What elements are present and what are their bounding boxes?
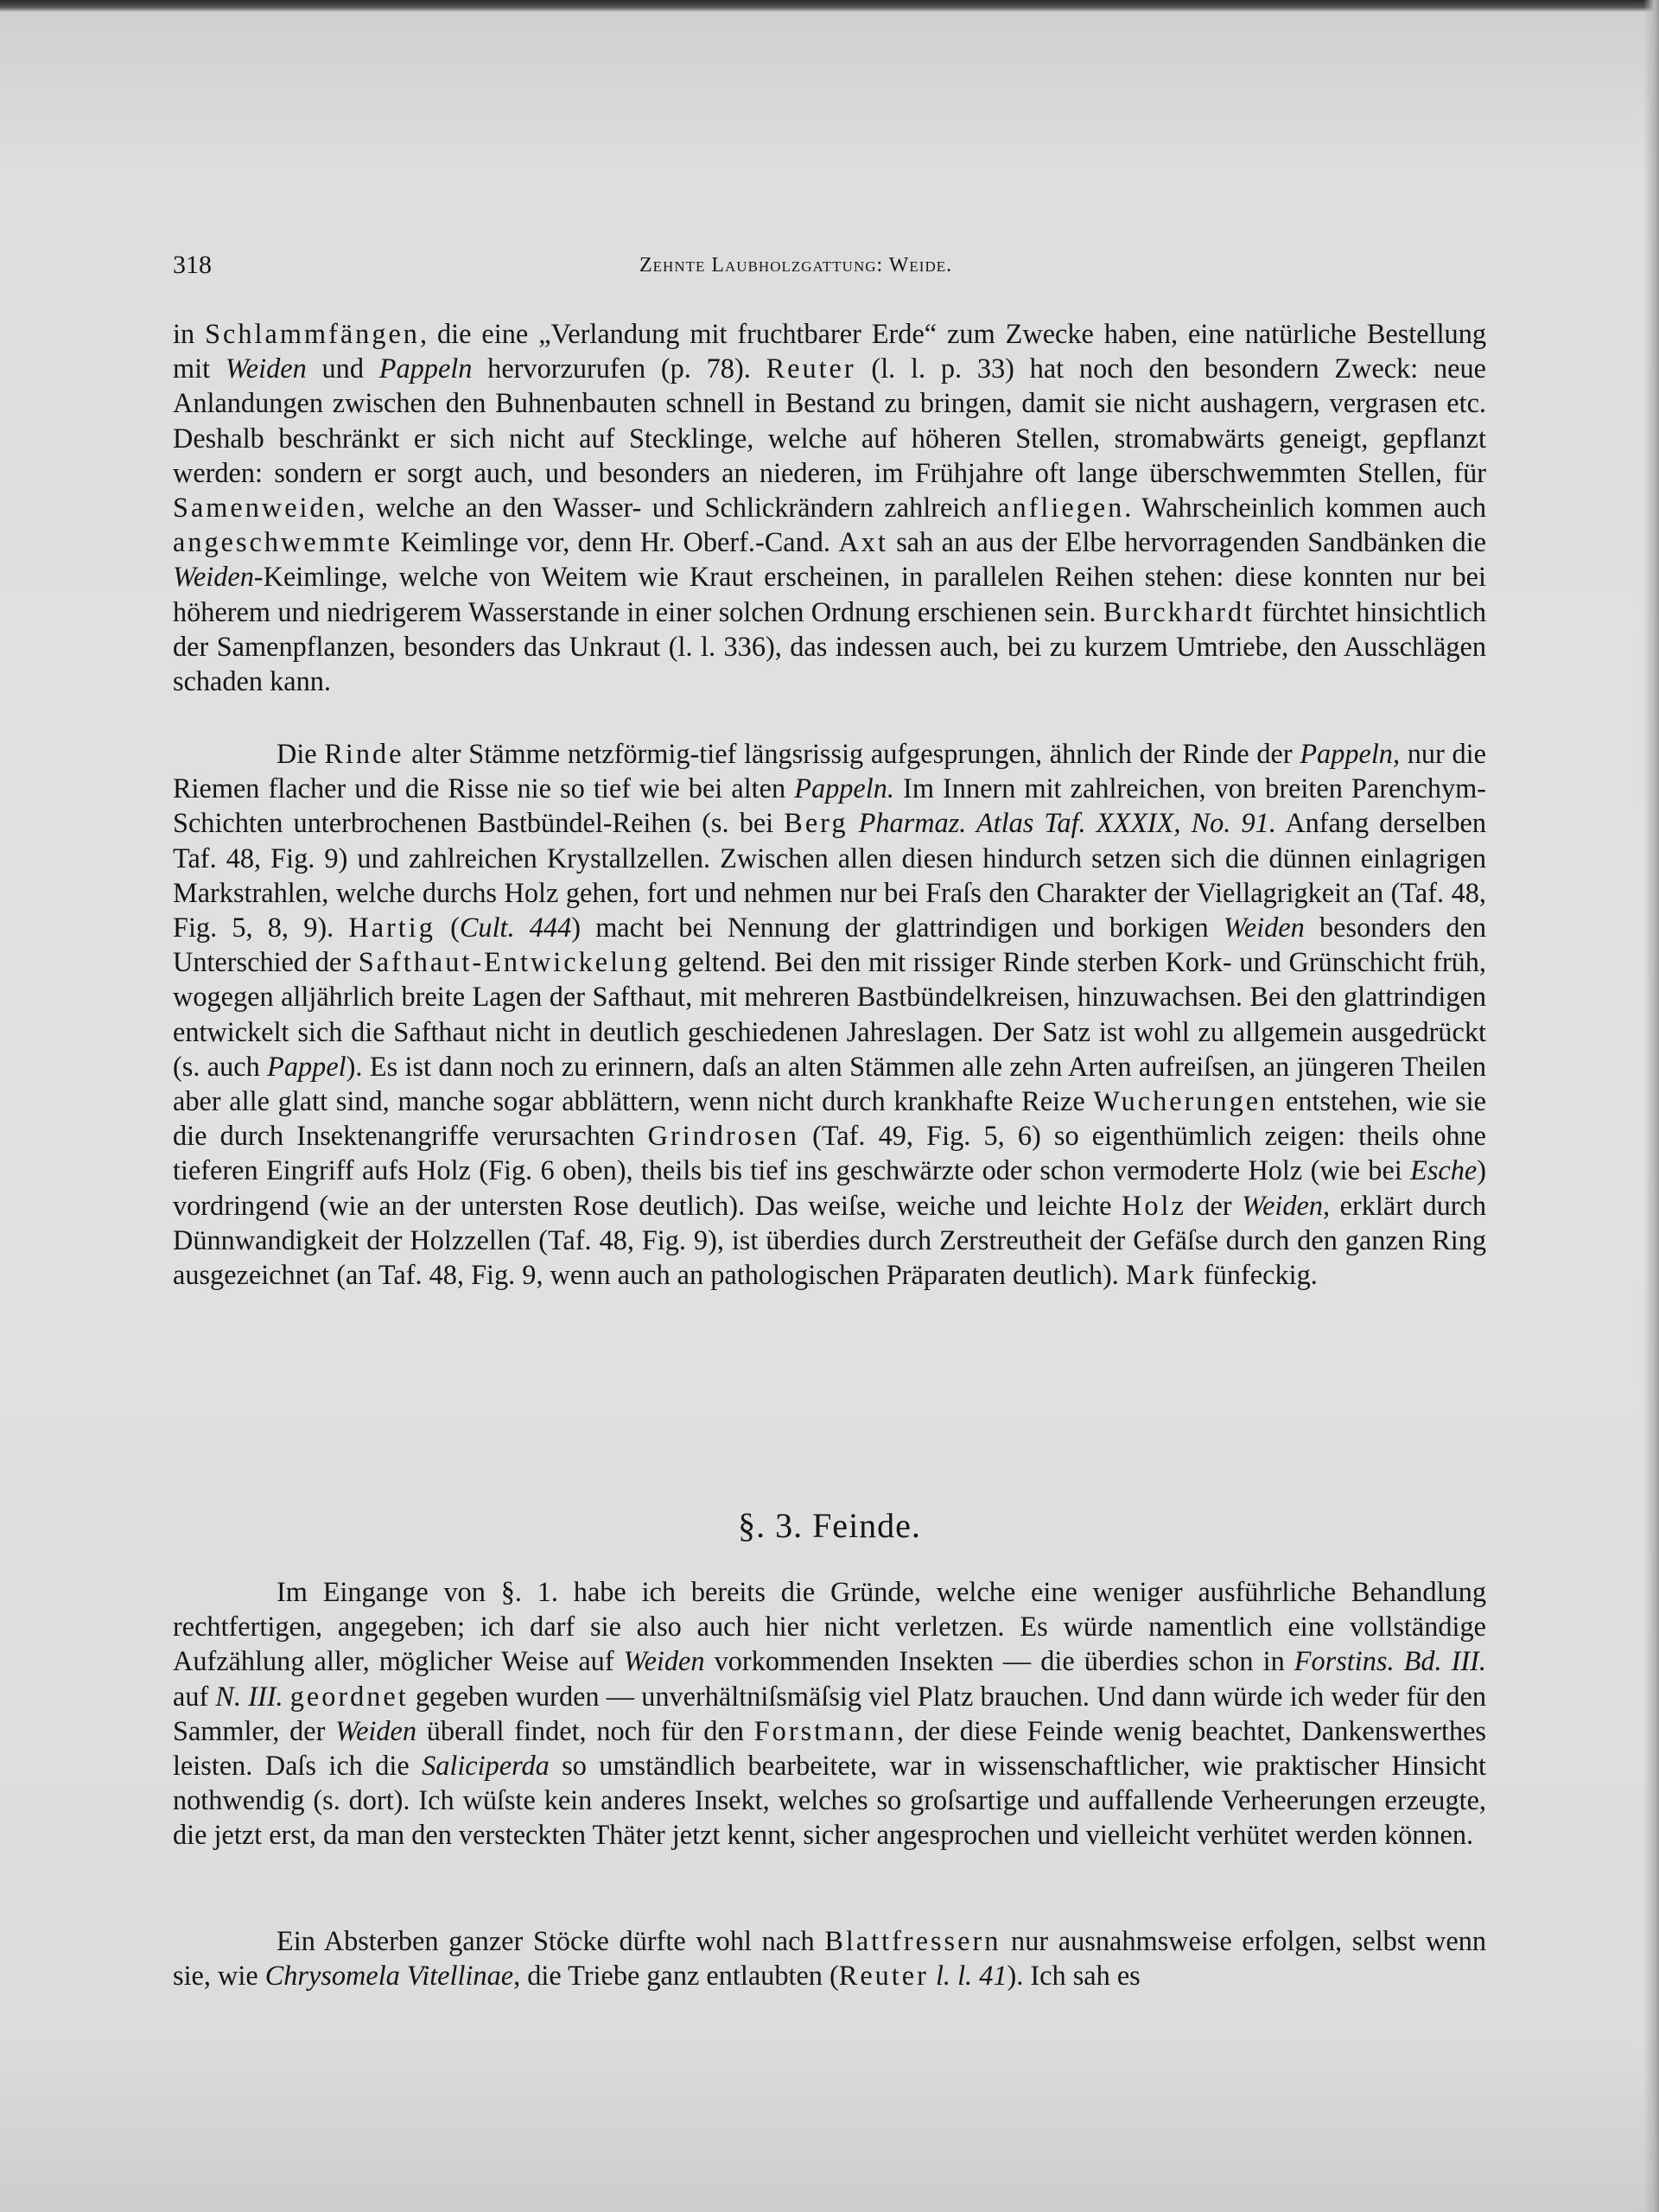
text-run [849, 807, 859, 838]
text-run: überall findet, noch für den [416, 1714, 754, 1746]
text-run: so umständlich bearbeitete, war in wissenschaftlicher, wie praktischer Hinsicht nothwendig (s. dort). Ich wüſste kein anderes Insekt, welches so groſsartige und auffallende Verheerungen erzeugte, die jetzt erst, da man den versteckten Thäter jetzt kennt, sicher angesprochen und vielleicht verhütet werden können. [173, 1750, 1486, 1851]
italic-text: Saliciperda [422, 1750, 550, 1782]
spaced-text: Rinde [324, 738, 404, 769]
text-run: , die eine „Verlandung mit fruchtbarer Erde“ zum Zwecke haben, eine natürliche Bestellung mit [173, 318, 1486, 385]
italic-text: Cult. 444 [459, 912, 572, 944]
text-run: -Keimlinge, welche von Weitem wie Kraut erscheinen, in parallelen Reihen stehen: diese konnten nur bei höherem und niedrigerem Wasserstande in einer solchen Ordnung erschienen sein. [173, 561, 1486, 627]
text-run: (l. l. p. 33) hat noch den besondern Zweck: neue Anlandungen zwischen den Buhnenbauten schnell in Bestand zu bringen, damit sie nicht aushagern, vergrasen etc. Deshalb beschränkt er sich nicht auf Stecklinge, welche auf höheren Stellen, stromabwärts geneigt, gepflanzt werden: sondern er sorgt auch, und besonders an niederen, im Frühjahre oft lange überschwemmten Stellen, für [173, 353, 1487, 488]
text-run: ). Ich sah es [1007, 1960, 1141, 1992]
text-run: (Taf. 49, Fig. 5, 6) so eigenthümlich zeigen: theils ohne tieferen Eingriff aufs Holz (Fig. 6 oben), theils bis tief ins geschwärzte oder schon vermoderte Holz (wie bei [173, 1120, 1486, 1186]
text-run: Anfang derselben Taf. 48, Fig. 9) und zahlreichen Krystallzellen. Zwischen allen diesen hindurch setzen sich die dünnen einlagrigen Markstrahlen, welche durchs Holz gehen, fort und nehmen nur bei Fraſs den Charakter der Viellagrigkeit an (Taf. 48, Fig. 5, 8, 9). [173, 807, 1486, 944]
italic-text: N. III. [215, 1680, 283, 1712]
scan-top-edge [0, 0, 1659, 12]
italic-text: Weiden [335, 1714, 417, 1746]
italic-text: Pappeln, [1300, 738, 1401, 769]
italic-text: Pappel [267, 1050, 346, 1082]
text-run: sah an aus der Elbe hervorragenden Sandbänken die [887, 526, 1486, 558]
italic-text: Pappeln. [794, 772, 894, 804]
paragraph-2 [173, 736, 1486, 1292]
paragraph-text [173, 316, 1486, 698]
text-run: , die Triebe ganz entlaubten ( [513, 1960, 839, 1992]
text-run: fünfeckig. [1196, 1259, 1318, 1291]
text-run: auf [173, 1680, 216, 1712]
text-run: erklärt durch Dünnwandigkeit der Holzzellen (Taf. 48, Fig. 9), ist überdies durch Zerstreutheit der Gefäſse durch den ganzen Ring ausgezeichnet (an Taf. 48, Fig. 9, wenn auch an pathologischen Präparaten deutlich). [173, 1189, 1486, 1291]
text-run [929, 1960, 936, 1991]
spaced-text: Hartig [348, 912, 435, 944]
text-run: ( [435, 912, 460, 944]
paragraph-3 [173, 1574, 1486, 1853]
spaced-text: Reuter [766, 353, 856, 385]
text-run: ) macht bei Nennung der glattrindigen und borkigen [571, 912, 1224, 944]
italic-text: Esche [1410, 1154, 1478, 1186]
italic-text: Pappeln [378, 353, 473, 385]
text-run: . Wahrscheinlich kommen auch [1124, 492, 1486, 524]
running-title: Zehnte Laubholzgattung: Weide. [639, 254, 953, 276]
italic-text: Weiden, [1242, 1189, 1331, 1221]
text-run: gegeben wurden — unverhältniſsmäſsig viel Platz brauchen. Und dann würde ich weder für den Sammler, der [173, 1680, 1486, 1746]
spaced-text: Schlammfängen [205, 318, 420, 349]
section-heading: §. 3. Feinde. [738, 1506, 921, 1545]
text-run: und [306, 353, 379, 385]
italic-text: Pharmaz. Atlas Taf. XXXIX, No. 91. [858, 807, 1276, 839]
spaced-text: Mark [1125, 1259, 1197, 1291]
spaced-text: Reuter [838, 1960, 929, 1992]
italic-text: Weiden [225, 353, 307, 385]
spaced-text: Blattfressern [824, 1925, 1001, 1956]
italic-text: l. l. 41 [935, 1960, 1007, 1992]
spaced-text: Wucherungen [1093, 1085, 1278, 1117]
spaced-text: anfliegen [997, 492, 1125, 524]
text-run: Im Eingange von §. 1. habe ich bereits die Gründe, welche eine weniger ausführliche Behandlung rechtfertigen, angegeben; ich darf sie also auch hier nicht verletzen. Es würde namentlich eine vollständige Aufzählung aller, möglicher Weise auf [173, 1576, 1486, 1677]
spaced-text: Axt [838, 526, 888, 558]
paragraph-text [173, 1574, 1486, 1853]
paragraph-1 [173, 316, 1486, 698]
text-run: nur ausnahmsweise erfolgen, selbst wenn sie, wie [173, 1925, 1486, 1992]
text-run: vorkommenden Insekten — die überdies schon in [704, 1645, 1294, 1677]
page-number: 318 [173, 251, 212, 279]
text-run: fürchtet hinsichtlich der Samenpflanzen, besonders das Unkraut (l. l. 336), das indessen auch, bei zu kurzem Umtriebe, den Ausschlägen schaden kann. [173, 595, 1486, 697]
paragraph-text [173, 1923, 1486, 1993]
scan-right-edge [1643, 0, 1659, 2212]
spaced-text: Holz [1122, 1189, 1186, 1221]
text-run: nur die Riemen flacher und die Risse nie so tief wie bei alten [173, 738, 1486, 804]
italic-text: Weiden [623, 1645, 705, 1677]
spaced-text: Berg [784, 807, 849, 839]
text-run [283, 1681, 290, 1712]
italic-text: Weiden [1223, 912, 1305, 944]
paragraph-text [173, 736, 1486, 1292]
spaced-text: Safthaut-Entwickelung [358, 946, 671, 978]
text-run: der [1185, 1189, 1243, 1221]
text-run: , der diese Feinde wenig beachtet, Dankenswerthes leisten. Daſs ich die [173, 1714, 1486, 1782]
spaced-text: angeschwemmte [173, 526, 393, 558]
text-run: Ein Absterben ganzer Stöcke dürfte wohl nach [276, 1925, 825, 1956]
text-run: entstehen, wie sie die durch Insektenangriffe verursachten [173, 1085, 1486, 1152]
text-run: besonders den Unterschied der [173, 912, 1486, 978]
italic-text: Weiden [173, 561, 254, 593]
text-run: ) vordringend (wie an der untersten Rose deutlich). Das weiſse, weiche und leichte [173, 1154, 1486, 1221]
text-run: hervorzurufen (p. 78). [472, 353, 766, 385]
text-run: in [173, 318, 206, 349]
spaced-text: Burckhardt [1103, 595, 1255, 627]
spaced-text: Forstmann [753, 1714, 897, 1746]
italic-text: Chrysomela Vitellinae [264, 1960, 514, 1992]
text-run: geltend. Bei den mit rissiger Rinde sterben Kork- und Grünschicht früh, wogegen alljährlich breite Lagen der Safthaut, mit mehreren Bastbündelkreisen, hinzuwachsen. Bei den glattrindigen entwickelt sich die Safthaut nicht in deutlich geschiedenen Jahreslagen. Der Satz ist wohl zu allgemein ausgedrückt (s. auch [173, 946, 1486, 1082]
text-run: , welche an den Wasser- und Schlickrändern zahlreich [358, 492, 998, 524]
text-run: Keimlinge vor, denn Hr. Oberf.-Cand. [392, 526, 839, 558]
italic-text: Forstins. Bd. III. [1294, 1645, 1486, 1677]
spaced-text: Samenweiden [173, 492, 359, 524]
running-head [173, 251, 1486, 285]
spaced-text: geordnet [289, 1680, 409, 1712]
text-run: Im Innern mit zahlreichen, von breiten Parenchym-Schichten unterbrochenen Bastbündel-Reihen (s. bei [173, 772, 1486, 839]
text-run: Die [276, 738, 325, 769]
paragraph-4 [173, 1923, 1486, 1993]
text-run: ). Es ist dann noch zu erinnern, daſs an alten Stämmen alle zehn Arten aufreiſsen, an jüngeren Theilen aber alle glatt sind, manche sogar abblättern, wenn nicht durch krankhafte Reize [173, 1050, 1486, 1117]
text-run: alter Stämme netzförmig-tief längsrissig aufgesprungen, ähnlich der Rinde der [404, 738, 1300, 769]
spaced-text: Grindrosen [647, 1120, 799, 1152]
